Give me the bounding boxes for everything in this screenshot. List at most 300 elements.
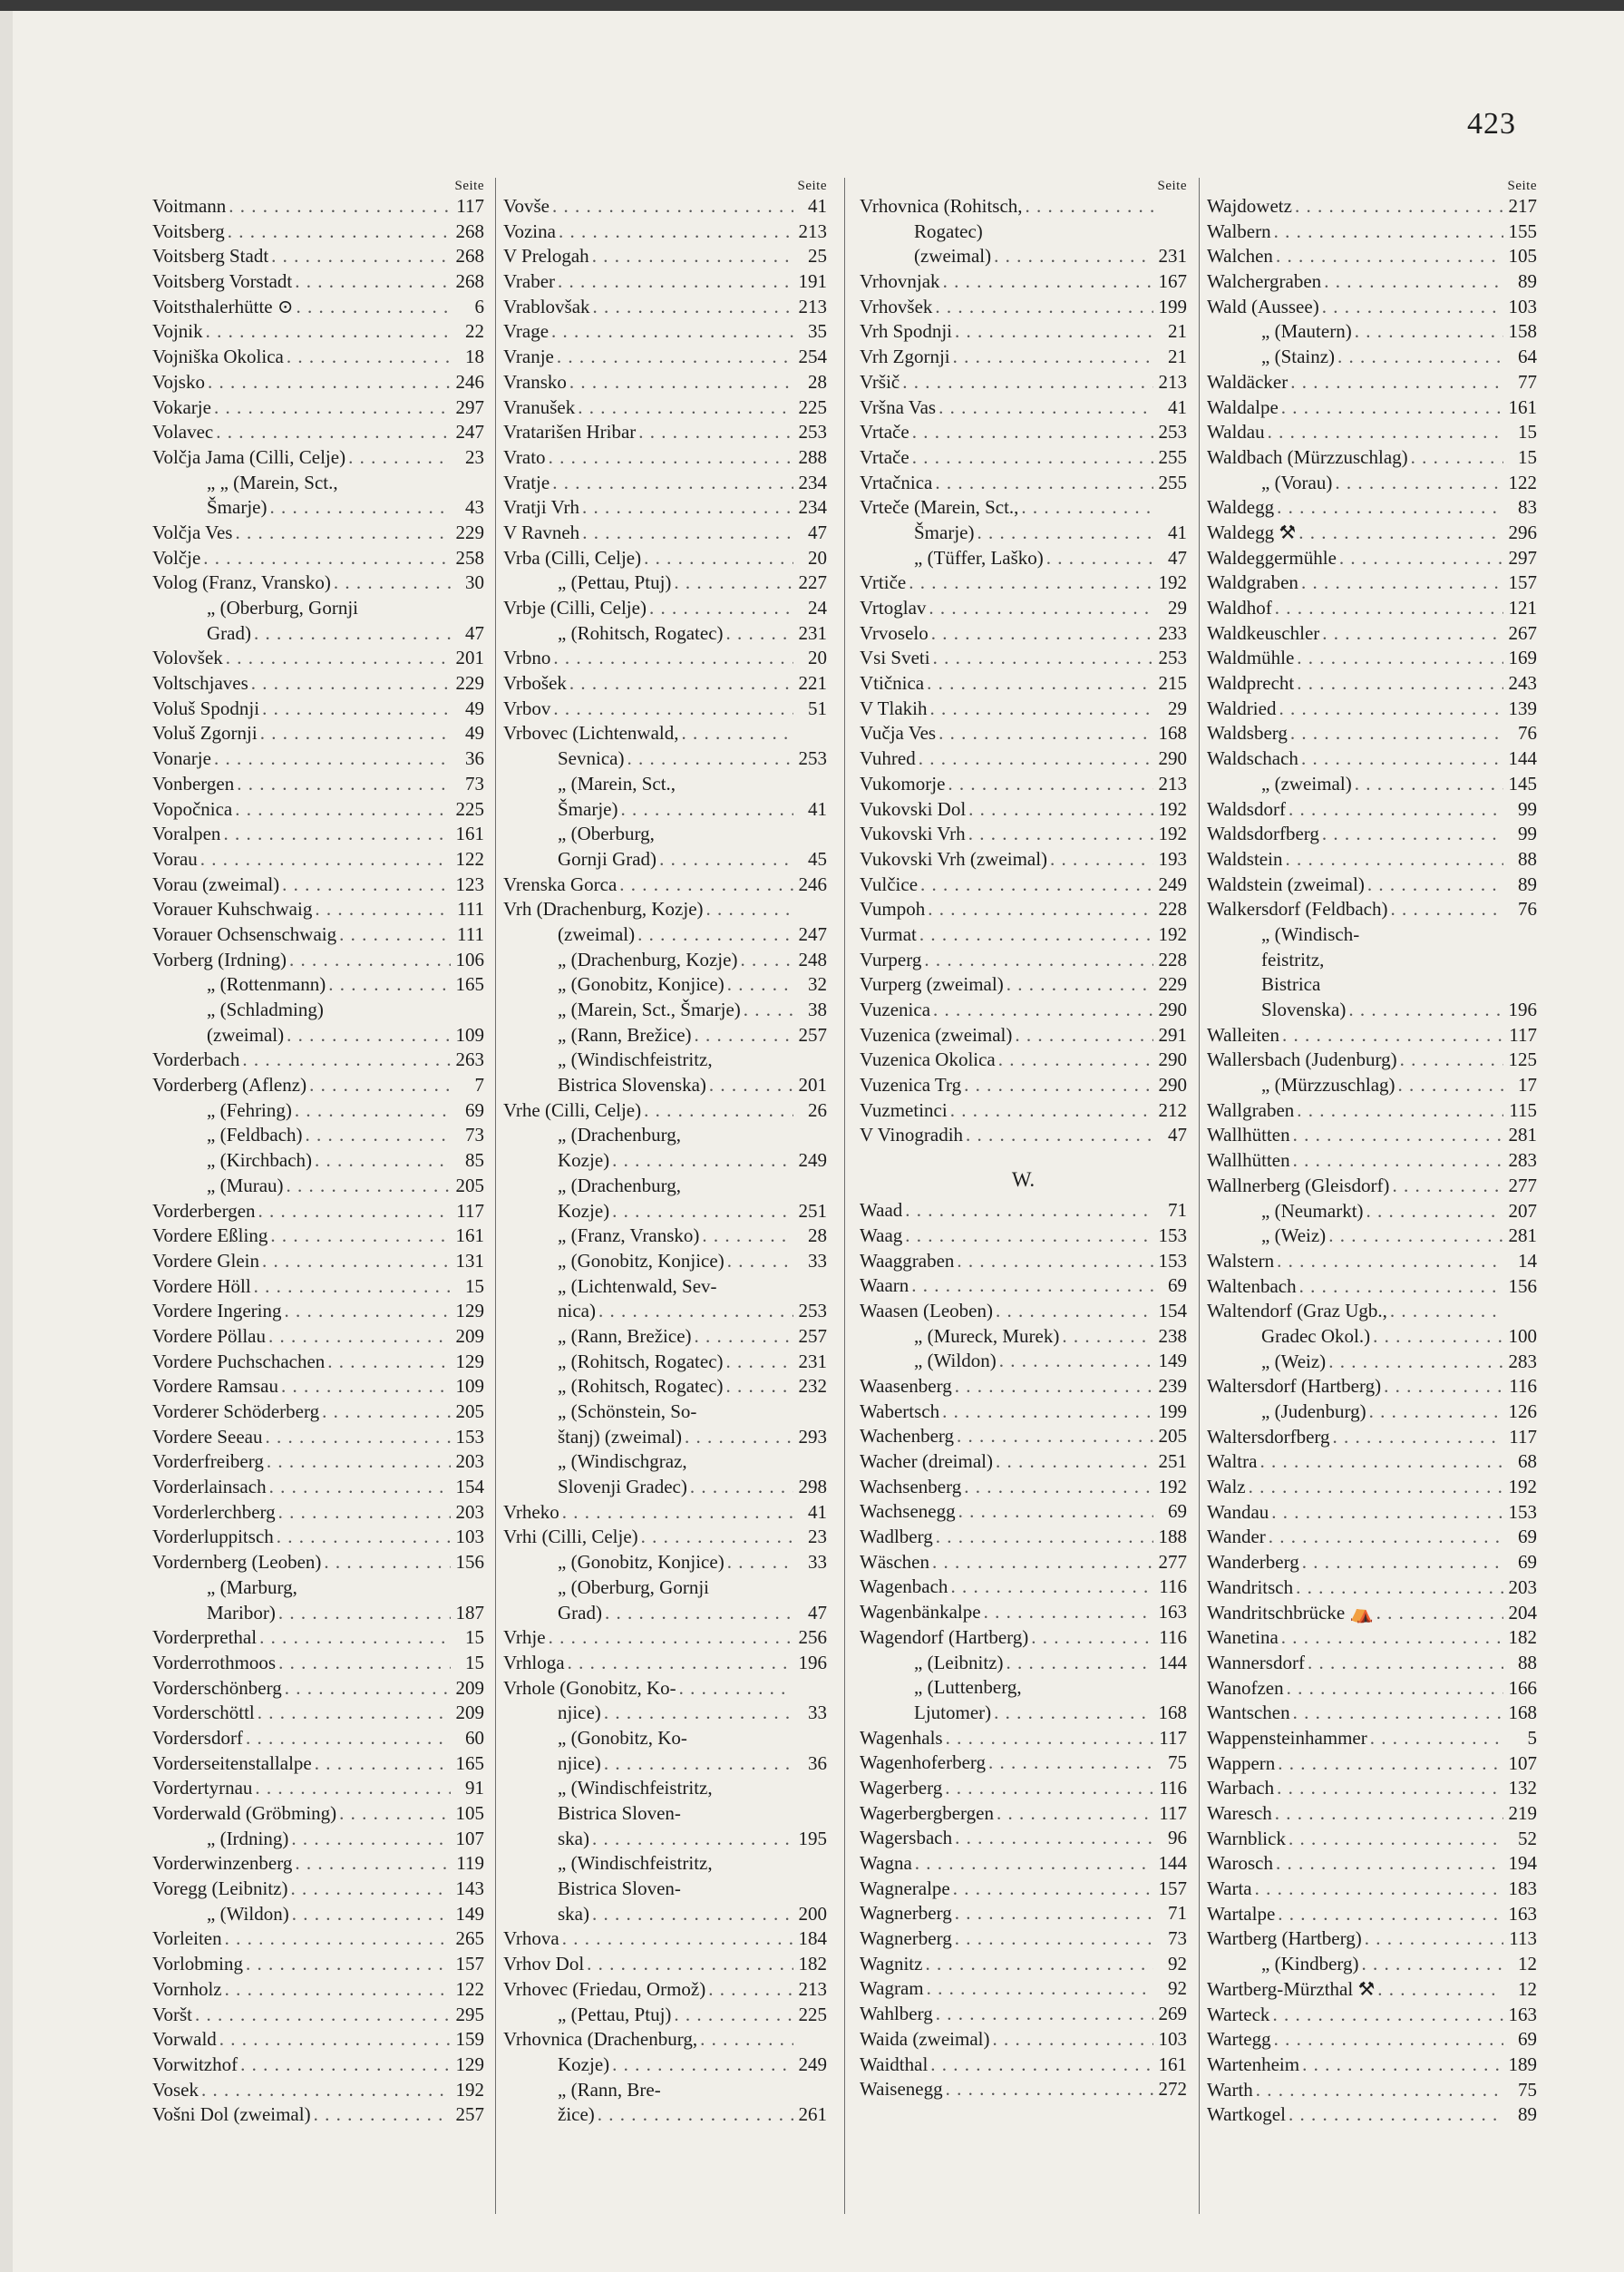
- dot-leader: [1297, 671, 1503, 697]
- dot-leader: [1279, 697, 1503, 722]
- index-entry: [860, 1801, 1187, 1827]
- index-entry: [152, 1676, 484, 1702]
- index-entry: [1207, 269, 1537, 295]
- index-entry: [152, 445, 484, 471]
- entry-name: Waad: [860, 1199, 903, 1222]
- index-entry: [1207, 1601, 1537, 1626]
- index-entry: [1207, 746, 1537, 772]
- index-entry: [152, 345, 484, 370]
- dot-leader: [255, 1776, 451, 1801]
- entry-name: Wäschen: [860, 1550, 929, 1573]
- page-ref: 193: [1158, 847, 1187, 870]
- dot-leader: [1328, 1224, 1503, 1249]
- page-ref: 41: [808, 797, 827, 820]
- index-entry: [152, 1902, 484, 1927]
- entry-name: štanj) (zweimal): [558, 1425, 683, 1448]
- dot-leader: [727, 1550, 793, 1575]
- dot-leader: [287, 1023, 451, 1048]
- index-entry: [503, 1199, 827, 1224]
- index-entry: [503, 847, 827, 873]
- index-entry: [1207, 345, 1537, 370]
- page-ref: 69: [1518, 1551, 1537, 1574]
- index-entry: [152, 1023, 484, 1048]
- entry-name: Wagna: [860, 1852, 912, 1874]
- page-ref: 268: [455, 245, 484, 268]
- page-ref: 254: [798, 346, 827, 368]
- index-entry: [1207, 1676, 1537, 1702]
- page-ref: 69: [1168, 1274, 1187, 1297]
- index-entry: [152, 621, 484, 647]
- dot-leader: [920, 873, 1153, 898]
- index-entry: [152, 471, 484, 496]
- dot-leader: [562, 1500, 793, 1526]
- entry-name: Vrh Zgornji: [860, 346, 950, 368]
- index-entry: [1207, 998, 1537, 1023]
- index-entry: [503, 1324, 827, 1350]
- dot-leader: [929, 596, 1153, 621]
- dot-leader: [1255, 1877, 1503, 1902]
- page-ref: 296: [1508, 521, 1537, 543]
- entry-name: Bistrica Sloven-: [558, 1877, 681, 1900]
- index-entry: [152, 1299, 484, 1324]
- dot-leader: [242, 1048, 451, 1073]
- dot-leader: [942, 1399, 1153, 1425]
- page-ref: 129: [455, 1300, 484, 1322]
- page-ref: 116: [1159, 1575, 1187, 1598]
- page-ref: 153: [1158, 1249, 1187, 1272]
- entry-name: Vorderwinzenberg: [152, 1852, 293, 1875]
- page-ref: 298: [798, 1476, 827, 1498]
- entry-name: Vrhov Dol: [503, 1953, 585, 1975]
- index-entry: [1207, 697, 1537, 722]
- index-entry: [503, 873, 827, 898]
- page-ref: 187: [455, 1601, 484, 1624]
- page-ref: 213: [798, 1977, 827, 2000]
- entry-name: Vukomorje: [860, 772, 946, 795]
- entry-name: Wagersbach: [860, 1827, 953, 1849]
- page-ref: 163: [1508, 1902, 1537, 1925]
- entry-name: Wanetina: [1207, 1626, 1279, 1649]
- page-ref: 60: [465, 1726, 484, 1749]
- page-ref: 247: [455, 421, 484, 444]
- entry-name: nica): [558, 1300, 596, 1322]
- dot-leader: [936, 2002, 1153, 2027]
- entry-name: V Tlakih: [860, 697, 928, 719]
- entry-name: ska): [558, 1902, 589, 1925]
- dot-leader: [638, 420, 793, 445]
- page-ref: 25: [808, 245, 827, 268]
- entry-name: „ (Franz, Vransko): [558, 1224, 700, 1247]
- page-ref: 89: [1518, 270, 1537, 293]
- index-entry: [503, 1902, 827, 1927]
- dot-leader: [195, 2003, 451, 2028]
- page-ref: 68: [1518, 1450, 1537, 1473]
- page-ref: 121: [1508, 597, 1537, 619]
- page-ref: 105: [1508, 245, 1537, 268]
- page-ref: 17: [1518, 1074, 1537, 1097]
- page-ref: 117: [456, 195, 484, 217]
- dot-leader: [1293, 1701, 1503, 1726]
- dot-leader: [726, 621, 793, 647]
- dot-leader: [1031, 1625, 1153, 1651]
- page-ref: 153: [1158, 1224, 1187, 1246]
- index-entry: [1207, 2027, 1537, 2053]
- entry-name: Wantschen: [1207, 1702, 1290, 1724]
- index-entry: [503, 671, 827, 697]
- entry-name: ska): [558, 1827, 589, 1849]
- dot-leader: [605, 1601, 793, 1626]
- index-entry: [503, 697, 827, 722]
- page-ref: 253: [1158, 647, 1187, 669]
- page-ref: 143: [455, 1877, 484, 1900]
- entry-name: Vorwitzhof: [152, 2053, 238, 2075]
- page-ref: 49: [465, 722, 484, 745]
- index-entry: [1207, 1977, 1537, 2003]
- page-ref: 165: [455, 1751, 484, 1774]
- entry-name: Vrba (Cilli, Celje): [503, 546, 642, 569]
- entry-name: „ (Windisch-: [1261, 922, 1360, 945]
- entry-name: „ (Rohitsch, Rogatec): [558, 1350, 724, 1372]
- index-entry: [1207, 445, 1537, 471]
- dot-leader: [206, 319, 451, 345]
- index-entry: [1207, 1199, 1537, 1224]
- index-entry: [503, 1977, 827, 2003]
- index-entry: [152, 1199, 484, 1224]
- dot-leader: [936, 1525, 1153, 1550]
- entry-name: Walchergraben: [1207, 270, 1322, 293]
- page-ref: 234: [798, 471, 827, 493]
- index-entry: [152, 2078, 484, 2103]
- page-ref: 109: [455, 1375, 484, 1398]
- index-entry: [503, 2078, 827, 2103]
- dot-leader: [997, 1801, 1153, 1827]
- index-entry: [503, 2053, 827, 2078]
- dot-leader: [1277, 1249, 1503, 1274]
- dot-leader: [1355, 319, 1503, 345]
- dot-leader: [946, 2077, 1153, 2102]
- entry-name: Vorderfreiberg: [152, 1450, 264, 1473]
- index-entry: [860, 295, 1187, 320]
- page-ref: 253: [1158, 421, 1187, 444]
- page-ref: 238: [1158, 1324, 1187, 1347]
- page-ref: 255: [1158, 445, 1187, 468]
- index-entry: [860, 495, 1187, 521]
- entry-name: Waldmühle: [1207, 647, 1295, 669]
- index-entry: [860, 1449, 1187, 1475]
- page-ref: 277: [1508, 1174, 1537, 1196]
- dot-leader: [1355, 772, 1503, 797]
- entry-name: Slovenska): [1261, 999, 1347, 1020]
- page-ref: 7: [474, 1074, 484, 1097]
- entry-name: Vumpoh: [860, 898, 926, 921]
- entry-name: Vrtiče: [860, 571, 907, 594]
- index-entry: [1207, 1926, 1537, 1952]
- dot-leader: [706, 897, 793, 922]
- dot-leader: [1285, 847, 1503, 873]
- page-ref: 29: [1168, 597, 1187, 619]
- dot-leader: [1392, 1174, 1503, 1199]
- page-ref: 192: [1158, 571, 1187, 594]
- index-entry: [860, 194, 1187, 219]
- page-ref: 204: [1508, 1601, 1537, 1624]
- index-entry: [503, 1776, 827, 1801]
- page-ref: 144: [1158, 1852, 1187, 1874]
- page-ref: 129: [455, 1350, 484, 1372]
- dot-leader: [1271, 1500, 1503, 1526]
- page-ref: 217: [1508, 195, 1537, 217]
- page-ref: 52: [1518, 1827, 1537, 1849]
- entry-name: „ (Marein, Sct.,: [558, 772, 676, 795]
- entry-name: Vtičnica: [860, 672, 925, 695]
- entry-name: Warta: [1207, 1877, 1252, 1900]
- index-entry: [503, 1224, 827, 1249]
- index-entry: [1207, 570, 1537, 596]
- dot-leader: [549, 445, 793, 471]
- entry-name: Vordere Ramsau: [152, 1375, 278, 1398]
- index-entry: [152, 1651, 484, 1676]
- entry-name: Vrvoselo: [860, 621, 929, 644]
- entry-name: Vrteče (Marein, Sct.,: [860, 496, 1019, 519]
- entry-name: Vuhred: [860, 747, 916, 770]
- entry-name: „ „ (Marein, Sct.,: [207, 471, 338, 493]
- dot-leader: [315, 1751, 451, 1777]
- entry-name: Vorleiten: [152, 1927, 222, 1950]
- entry-name: Vorau: [152, 847, 198, 870]
- dot-leader: [1275, 596, 1503, 621]
- entry-name: Wagerbergbergen: [860, 1801, 994, 1824]
- page-ref: 167: [1158, 270, 1187, 293]
- dot-leader: [612, 2053, 793, 2078]
- page-ref: 29: [1168, 697, 1187, 719]
- entry-name: Vurperg: [860, 948, 922, 970]
- dot-leader: [1293, 1148, 1503, 1174]
- dot-leader: [348, 445, 451, 471]
- page-ref: 200: [798, 1902, 827, 1925]
- dot-leader: [912, 420, 1153, 445]
- page-ref: 257: [455, 2103, 484, 2126]
- entry-name: „ (Schladming): [207, 999, 324, 1020]
- entry-name: Waldsberg: [1207, 722, 1288, 745]
- index-entry: [152, 1851, 484, 1877]
- index-entry: [503, 495, 827, 521]
- index-entry: [860, 1499, 1187, 1525]
- index-entry: [152, 1274, 484, 1300]
- page-ref: 145: [1508, 772, 1537, 795]
- dot-leader: [1050, 847, 1153, 873]
- entry-name: Wagram: [860, 1977, 924, 2000]
- index-entry: [1207, 721, 1537, 746]
- index-entry: [1207, 671, 1537, 697]
- index-entry: [860, 646, 1187, 671]
- dot-leader: [1377, 1977, 1503, 2003]
- index-entry: [860, 1926, 1187, 1952]
- entry-name: Walkersdorf (Feldbach): [1207, 898, 1388, 921]
- page-ref: 196: [1508, 999, 1537, 1020]
- dot-leader: [1278, 1902, 1503, 1927]
- page-ref: 15: [1518, 421, 1537, 444]
- dot-leader: [578, 395, 793, 421]
- index-entry: [503, 596, 827, 621]
- entry-name: Waasenberg: [860, 1374, 952, 1397]
- dot-leader: [295, 1098, 451, 1124]
- entry-name: „ (Tüffer, Laško): [914, 546, 1044, 569]
- index-entry: [503, 1425, 827, 1450]
- page-ref: 21: [1168, 320, 1187, 343]
- page-ref: 155: [1508, 219, 1537, 242]
- dot-leader: [968, 797, 1153, 823]
- dot-leader: [708, 1977, 793, 2003]
- dot-leader: [557, 345, 793, 370]
- index-entry: [860, 1349, 1187, 1374]
- index-entry: [1207, 847, 1537, 873]
- page-ref: 15: [465, 1651, 484, 1673]
- dot-leader: [702, 1224, 793, 1249]
- page-ref: 283: [1508, 1149, 1537, 1172]
- dot-leader: [562, 1926, 793, 1952]
- page-ref: 157: [1158, 1877, 1187, 1899]
- index-entry: [152, 2003, 484, 2028]
- page-ref: 213: [1158, 772, 1187, 795]
- dot-leader: [237, 772, 451, 797]
- page-ref: 229: [1158, 973, 1187, 996]
- index-entry: [860, 1324, 1187, 1350]
- entry-name: „ (Oberburg, Gornji: [207, 597, 358, 619]
- dot-leader: [679, 1676, 793, 1702]
- entry-name: Vršič: [860, 370, 900, 393]
- entry-name: Vorderbergen: [152, 1199, 256, 1222]
- index-entry: [1207, 1952, 1537, 1977]
- dot-leader: [1302, 2053, 1503, 2078]
- index-entry: [860, 671, 1187, 697]
- entry-name: Bistrica: [1261, 973, 1321, 996]
- dot-leader: [1301, 746, 1503, 772]
- page-ref: 213: [798, 295, 827, 317]
- entry-name: Grad): [207, 621, 251, 644]
- entry-name: Vordere Eßling: [152, 1224, 268, 1247]
- index-entry: [152, 319, 484, 345]
- dot-leader: [927, 1976, 1153, 2002]
- index-entry: [152, 1324, 484, 1350]
- index-entry: [503, 1475, 827, 1500]
- index-entry: [152, 697, 484, 722]
- dot-leader: [1367, 873, 1503, 898]
- entry-name: „ (Rann, Bre-: [558, 2078, 661, 2101]
- entry-name: Vrtačnica: [860, 471, 933, 493]
- index-entry: [1207, 1425, 1537, 1450]
- index-entry: [152, 546, 484, 571]
- dot-leader: [1411, 445, 1503, 471]
- entry-name: Vrage: [503, 320, 549, 343]
- entry-name: Wadlberg: [860, 1526, 933, 1548]
- page-ref: 257: [798, 1324, 827, 1347]
- index-entry: [860, 395, 1187, 421]
- entry-name: Vordere Seeau: [152, 1425, 263, 1448]
- dot-leader: [254, 621, 451, 647]
- dot-leader: [200, 847, 451, 873]
- page-ref: 249: [798, 1149, 827, 1172]
- dot-leader: [296, 295, 451, 320]
- page-ref: 33: [808, 1702, 827, 1724]
- dot-leader: [955, 1374, 1153, 1399]
- page-ref: 192: [1158, 797, 1187, 820]
- dot-leader: [1281, 1625, 1503, 1651]
- page-ref: 247: [798, 922, 827, 945]
- page-ref: 258: [455, 546, 484, 569]
- dot-leader: [744, 998, 793, 1023]
- page-ref: 12: [1518, 1953, 1537, 1975]
- entry-name: Rogatec): [914, 219, 983, 242]
- dot-leader: [269, 495, 451, 521]
- dot-leader: [641, 1525, 793, 1550]
- entry-name: „ (Marein, Sct., Šmarje): [558, 999, 741, 1020]
- index-entry: [503, 1449, 827, 1475]
- page-ref: 283: [1508, 1350, 1537, 1372]
- entry-name: Wagnerberg: [860, 1902, 952, 1925]
- dot-leader: [1296, 1575, 1503, 1601]
- entry-name: Vorderbach: [152, 1048, 240, 1071]
- index-entry: [1207, 1500, 1537, 1526]
- index-column-4: [1207, 178, 1537, 2128]
- entry-name: Waldeggermühle: [1207, 546, 1337, 569]
- entry-name: „ (Wildon): [207, 1902, 289, 1925]
- index-entry: [503, 646, 827, 671]
- dot-leader: [226, 646, 451, 671]
- index-entry: [152, 2053, 484, 2078]
- dot-leader: [932, 1550, 1153, 1575]
- index-entry: [1207, 1023, 1537, 1048]
- page-ref: 154: [455, 1476, 484, 1498]
- entry-name: Vordernberg (Leoben): [152, 1551, 322, 1574]
- page-ref: 91: [465, 1777, 484, 1799]
- entry-name: Vozina: [503, 219, 556, 242]
- page-ref: 239: [1158, 1374, 1187, 1397]
- entry-name: žice): [558, 2103, 595, 2126]
- entry-name: „ (Weiz): [1261, 1224, 1327, 1247]
- page-ref: 89: [1518, 2103, 1537, 2126]
- entry-name: Vrbov: [503, 697, 551, 719]
- index-entry: [503, 1374, 827, 1399]
- page-ref: 161: [1508, 395, 1537, 418]
- entry-name: Waldgraben: [1207, 571, 1298, 594]
- index-entry: [152, 1123, 484, 1148]
- dot-leader: [1269, 1525, 1503, 1550]
- entry-name: Vurmat: [860, 922, 917, 945]
- dot-leader: [1339, 546, 1503, 571]
- index-entry: [860, 244, 1187, 269]
- page-ref: 99: [1518, 823, 1537, 845]
- index-entry: [503, 570, 827, 596]
- entry-name: „ (Drachenburg,: [558, 1174, 682, 1196]
- entry-name: Wandritsch: [1207, 1575, 1294, 1598]
- entry-name: Kozje): [558, 1199, 610, 1222]
- entry-name: Vorderwald (Gröbming): [152, 1802, 337, 1824]
- index-entry: [1207, 1827, 1537, 1852]
- index-entry: [1207, 1550, 1537, 1575]
- entry-name: Vordertyrnau: [152, 1777, 253, 1799]
- dot-leader: [644, 1098, 793, 1124]
- dot-leader: [259, 1625, 451, 1651]
- index-entry: [152, 1601, 484, 1626]
- dot-leader: [1384, 1374, 1503, 1399]
- entry-name: Vordere Höll: [152, 1274, 251, 1297]
- dot-leader: [953, 345, 1153, 370]
- index-entry: [860, 1952, 1187, 1977]
- index-entry: [860, 1198, 1187, 1224]
- entry-name: Voralpen: [152, 823, 221, 845]
- entry-name: Vorauer Ochsenschwaig: [152, 922, 337, 945]
- entry-name: „ (Rottenmann): [207, 973, 326, 996]
- index-entry: [152, 1550, 484, 1575]
